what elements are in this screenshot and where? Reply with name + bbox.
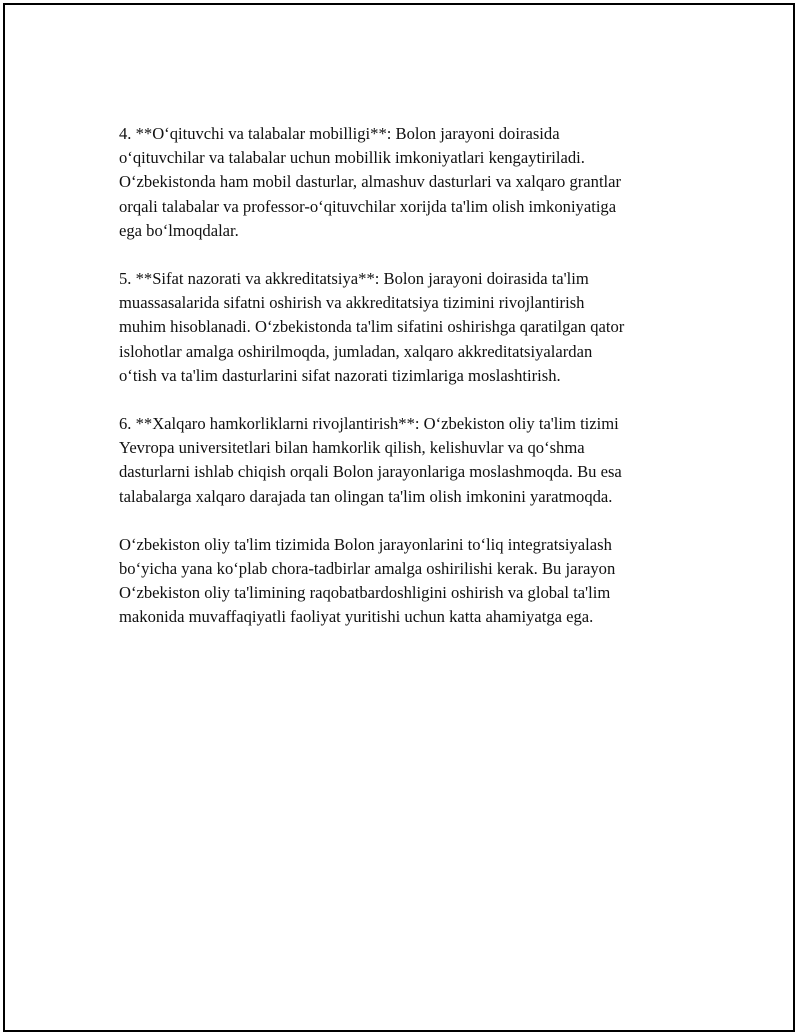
text-line: bo‘yicha yana ko‘plab chora-tadbirlar amalga oshirilishi kerak. Bu jarayon — [119, 559, 616, 579]
text-line: o‘tish va ta'lim dasturlarini sifat nazorati tizimlariga moslashtirish. — [119, 365, 561, 385]
paragraph-quality-control — [119, 267, 699, 388]
text-line: 5. **Sifat nazorati va akkreditatsiya**: Bolon jarayoni doirasida ta'lim — [119, 269, 589, 289]
text-line: 4. **O‘qituvchi va talabalar mobilligi**: Bolon jarayoni doirasida — [119, 124, 560, 143]
text-line: orqali talabalar va professor-o‘qituvchilar xorijda ta'lim olish imkoniyatiga — [119, 196, 617, 216]
text-line: makonida muvaffaqiyatli faoliyat yuritishi uchun katta ahamiyatga ega. — [119, 607, 594, 627]
text-line: o‘qituvchilar va talabalar uchun mobillik imkoniyatlari kengaytiriladi. — [119, 148, 585, 168]
text-line: talabalarga xalqaro darajada tan olingan ta'lim olish imkonini yaratmoqda. — [119, 486, 613, 506]
text-line: O‘zbekiston oliy ta'limining raqobatbardoshligini oshirish va global ta'lim — [119, 583, 611, 603]
paragraph-international-cooperation — [119, 412, 699, 509]
text-line: dasturlarni ishlab chiqish orqali Bolon jarayonlariga moslashmoqda. Bu esa — [119, 462, 622, 482]
text-line: O‘zbekiston oliy ta'lim tizimida Bolon jarayonlarini to‘liq integratsiyalash — [119, 534, 612, 554]
paragraph-conclusion — [119, 533, 699, 630]
text-line: 6. **Xalqaro hamkorliklarni rivojlantirish**: O‘zbekiston oliy ta'lim tizimi — [119, 414, 619, 434]
document-page — [3, 3, 795, 1032]
text-line: muhim hisoblanadi. O‘zbekistonda ta'lim sifatini oshirishga qaratilgan qator — [119, 317, 625, 337]
text-line: muassasalarida sifatni oshirish va akkreditatsiya tizimini rivojlantirish — [119, 293, 585, 313]
text-line: Yevropa universitetlari bilan hamkorlik qilish, kelishuvlar va qo‘shma — [119, 438, 585, 458]
text-line: islohotlar amalga oshirilmoqda, jumladan, xalqaro akkreditatsiyalardan — [119, 341, 593, 361]
paragraph-mobility — [119, 122, 699, 243]
text-line: ega bo‘lmoqdalar. — [119, 220, 239, 240]
text-line: O‘zbekistonda ham mobil dasturlar, almashuv dasturlari va xalqaro grantlar — [119, 172, 622, 192]
document-body — [119, 122, 699, 654]
